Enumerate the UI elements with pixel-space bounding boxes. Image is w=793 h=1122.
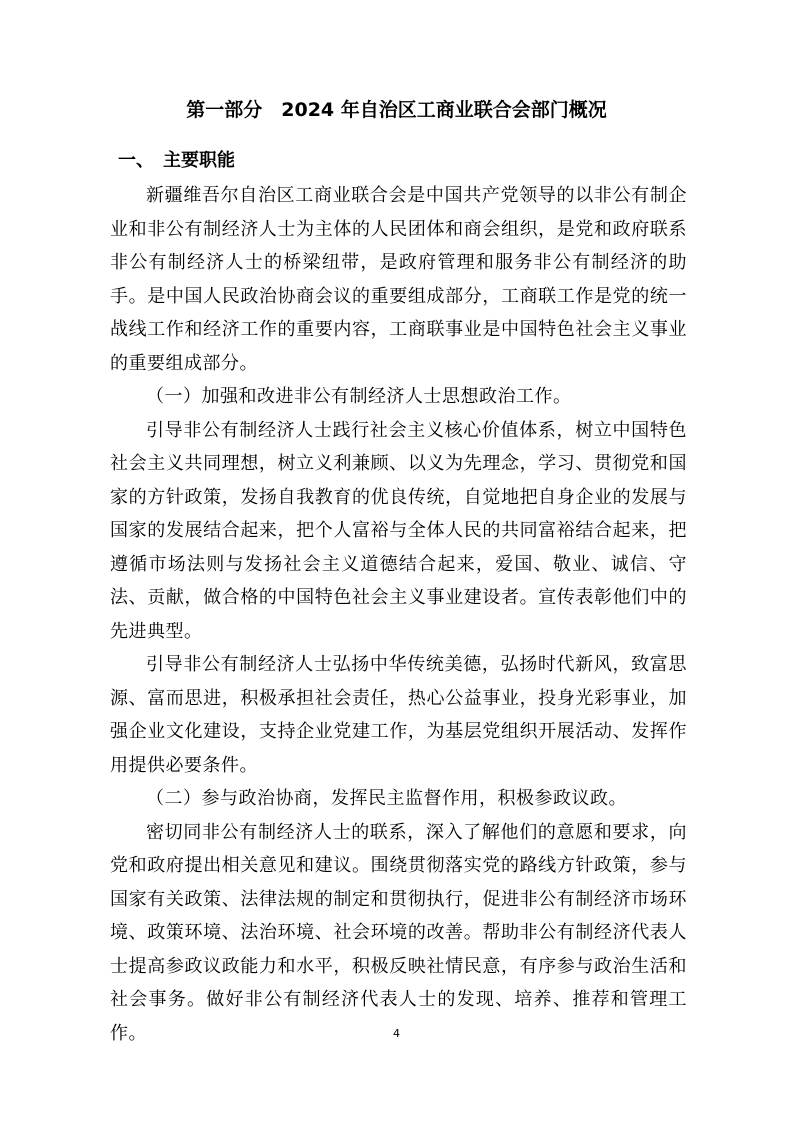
paragraph-subheading-2: （二）参与政治协商，发挥民主监督作用，积极参政议政。	[146, 788, 627, 809]
paragraph-subheading-1: （一）加强和改进非公有制经济人士思想政治工作。	[146, 386, 572, 407]
paragraph-guidance-virtues: 引导非公有制经济人士弘扬中华传统美德，弘扬时代新风，致富思源、富而思进，积极承担社会责任，热心公益事业，投身光彩事业，加强企业文化建设，支持企业党建工作，为基层党组织开展活动、发挥作用提供必要条件。	[110, 654, 687, 776]
paragraph-political-participation: 密切同非公有制经济人士的联系，深入了解他们的意愿和要求，向党和政府提出相关意见和建议。围绕贯彻落实党的路线方针政策，参与国家有关政策、法律法规的制定和贯彻执行，促进非公有制经济市场环境、政策环境、法治环境、社会环境的改善。帮助非公有制经济代表人士提高参政议政能力和水平，积极反映社情民意，有序参与政治生活和社会事务。做好非公有制经济代表人士的发现、培养、推荐和管理工作。	[110, 821, 687, 1044]
section-heading: 一、 主要职能	[118, 150, 235, 171]
page-title: 第一部分 2024 年自治区工商业联合会部门概况	[186, 99, 607, 121]
page-number: 4	[393, 1027, 400, 1040]
paragraph-guidance-values: 引导非公有制经济人士践行社会主义核心价值体系，树立中国特色社会主义共同理想，树立义利兼顾、以义为先理念，学习、贯彻党和国家的方针政策，发扬自我教育的优良传统，自觉地把自身企业的发展与国家的发展结合起来，把个人富裕与全体人民的共同富裕结合起来，把遵循市场法则与发扬社会主义道德结合起来，爱国、敬业、诚信、守法、贡献，做合格的中国特色社会主义事业建设者。宣传表彰他们中的先进典型。	[110, 419, 687, 642]
paragraph-intro: 新疆维吾尔自治区工商业联合会是中国共产党领导的以非公有制企业和非公有制经济人士为主体的人民团体和商会组织，是党和政府联系非公有制经济人士的桥梁纽带，是政府管理和服务非公有制经济的助手。是中国人民政治协商会议的重要组成部分，工商联工作是党的统一战线工作和经济工作的重要内容，工商联事业是中国特色社会主义事业的重要组成部分。	[110, 185, 687, 374]
body-text	[110, 179, 687, 1050]
